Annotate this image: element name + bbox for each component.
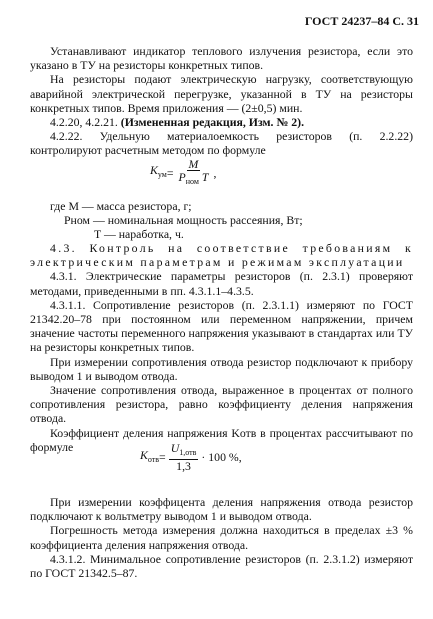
body-text-bottom [30, 495, 413, 580]
equals-sign: = [159, 450, 166, 465]
paragraph-4-3-1-1: 4.3.1.1. Сопротивление резисторов (п. 2.3.1.1) измеряют по ГОСТ 21342.20–78 при постоянном или переменном напряжении, причем значение частоты переменного напряжения указывают в стандартах или ТУ на резисторы конкретных типов. [30, 297, 413, 355]
equals-sign: = [166, 165, 174, 180]
paragraph-tap-connect: При измерении сопротивления отвода резистор подключают к прибору выводом 1 и выводом отвода. [30, 354, 413, 383]
formula-tail: · 100 %, [201, 450, 242, 465]
fraction-numerator: M [188, 157, 199, 171]
paragraph-4-3-1-2: 4.3.1.2. Минимальное сопротивление резисторов (п. 2.3.1.2) измеряют по ГОСТ 21342.5–87. [30, 551, 413, 581]
body-text-top [30, 44, 413, 158]
formula-kum [150, 158, 330, 188]
paragraph-tap-value: Значение сопротивления отвода, выраженное в процентах от полного сопротивления резистора, равно коэффициенту деления напряжения отвода. [30, 383, 413, 426]
def-power: Pном — номинальная мощность рассеяния, Вт; [64, 213, 303, 228]
fraction-denominator: $P_{ном}$ T [178, 170, 209, 186]
formula-lhs: $K_{ум}$ [150, 163, 167, 180]
clause-number: 4.2.20, 4.2.21. [50, 115, 121, 130]
formula-fraction [177, 158, 211, 188]
amendment-note: (Измененная редакция, Изм. № 2). [120, 115, 305, 130]
paragraph-voltmeter: При измерении коэффицента деления напряжения отвода резистор подключают к вольтметру выводом 1 и выводом отвода. [30, 495, 413, 524]
section-4-3-heading: 4.3. Контроль на соответствие требованиям к электрическим параметрам и режимам эксплуатации [30, 241, 413, 270]
formula-lhs: $K_{отв}$ [140, 447, 160, 464]
definitions [30, 199, 413, 242]
body-text-middle [30, 241, 413, 454]
paragraph-load: На резисторы подают электрическую нагрузку, соответствующую аварийной электрической перегрузке, указанной в ТУ на резисторы конкретных типов. Время приложения — (2±0,5) мин. [30, 72, 413, 115]
paragraph-4-2-20 [30, 115, 413, 129]
def-time: T — наработка, ч. [94, 227, 184, 242]
def-mass: где M — масса резистора, г; [50, 199, 192, 213]
paragraph-4-2-22: 4.2.22. Удельную материалоемкость резисторов (п. 2.2.22) контролируют расчетным методом по формуле [30, 129, 413, 158]
paragraph-coefficient: Коэффициент деления напряжения Kотв в процентах рассчитывают по формуле [30, 425, 413, 454]
formula-tail: , [213, 165, 217, 180]
fraction-denominator: 1,3 [176, 459, 191, 473]
paragraph-4-3-1: 4.3.1. Электрические параметры резисторов (п. 2.3.1) проверяют методами, приведенными в пп. 4.3.1.1–4.3.5. [30, 269, 413, 298]
fraction-numerator: $U_{1,отв}$ [169, 442, 199, 460]
formula-kotv [140, 442, 340, 473]
paragraph-error: Погрешность метода измерения должна находиться в пределах ±3 % коэффициента деления напряжения отвода. [30, 523, 413, 552]
page-header: ГОСТ 24237–84 С. 31 [304, 14, 419, 28]
formula-fraction [169, 442, 199, 473]
paragraph-indicator: Устанавливают индикатор теплового излучения резистора, если это указано в ТУ на резисторы конкретных типов. [30, 44, 413, 73]
